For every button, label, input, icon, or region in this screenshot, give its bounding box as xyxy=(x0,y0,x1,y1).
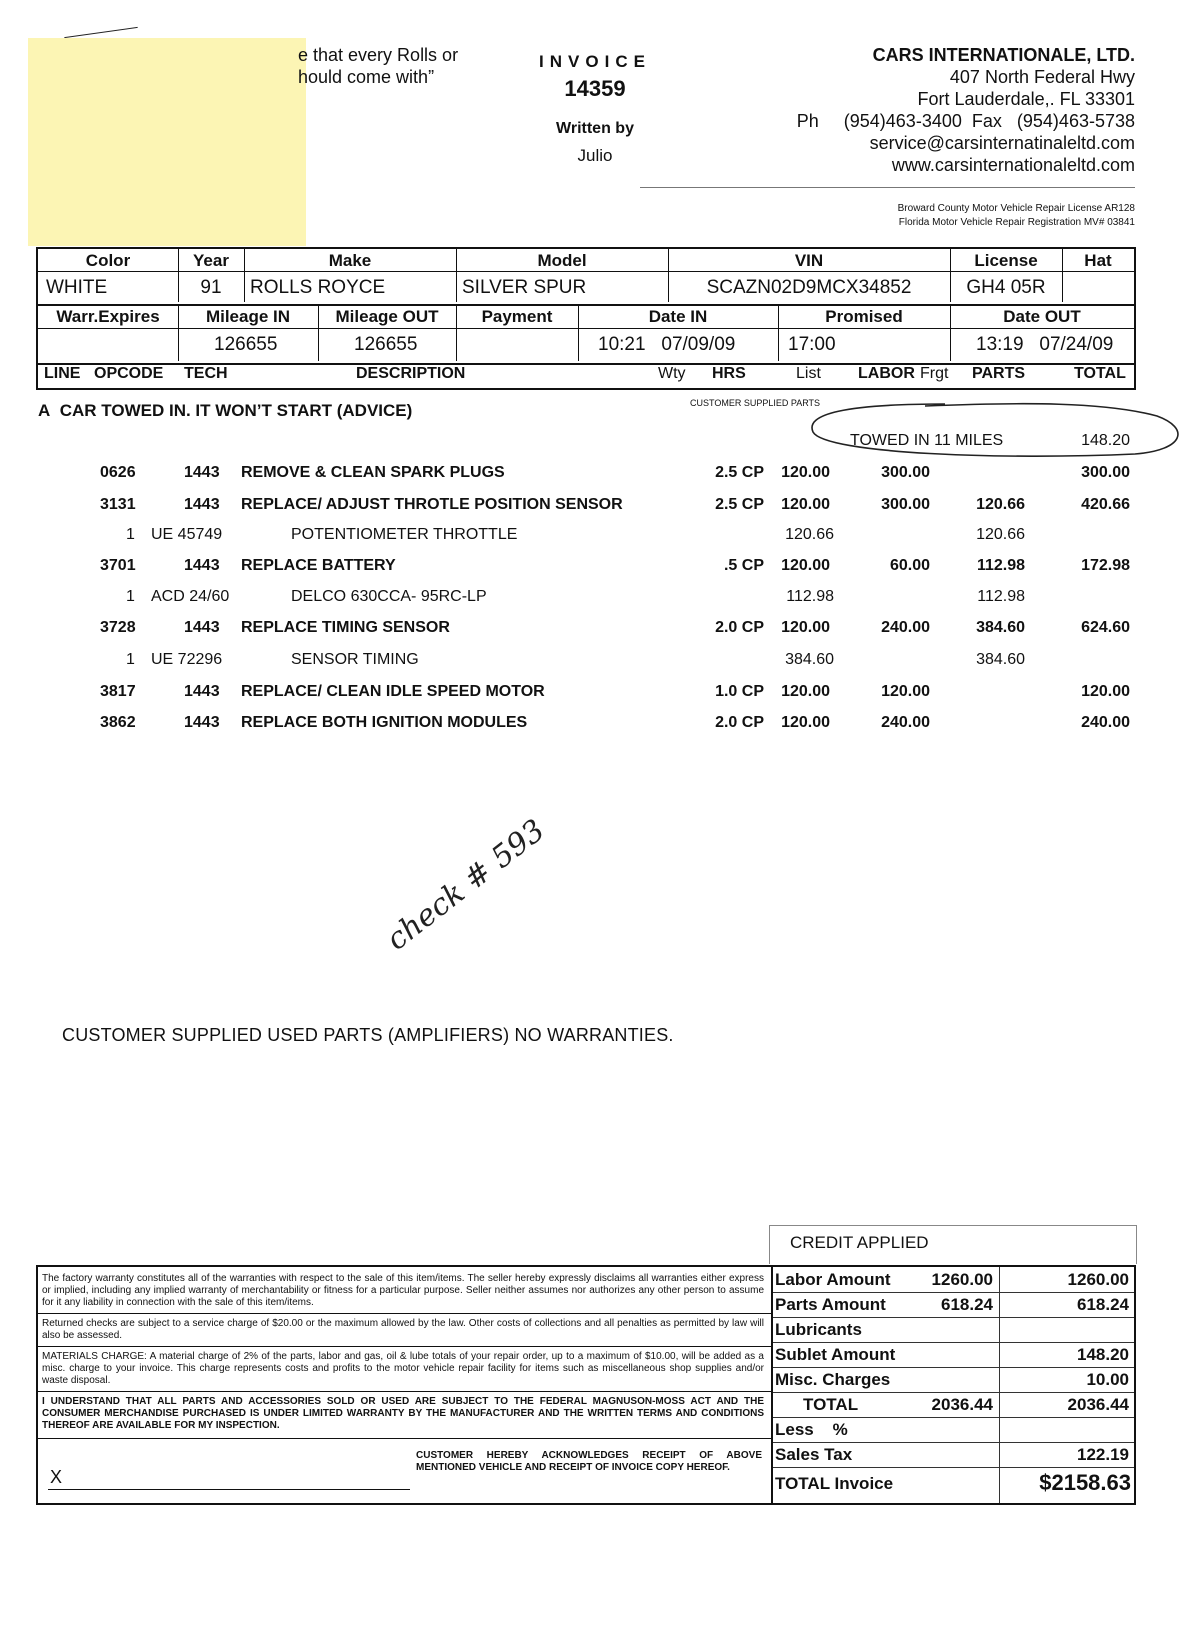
col-make: Make xyxy=(328,251,372,270)
qty-2: 1 xyxy=(126,526,135,543)
parts-amount-label: Parts Amount xyxy=(775,1295,886,1314)
less-percent-label: Less % xyxy=(775,1420,848,1439)
op-3862: 3862 xyxy=(100,714,136,731)
terms-returned-checks: Returned checks are subject to a service charge of $20.00 or the maximum allowed by the law. Other costs of collections and all penalties as permitted by law will also be assessed. xyxy=(42,1318,764,1341)
op-3701: 3701 xyxy=(100,557,136,574)
complaint-text: CAR TOWED IN. IT WON’T START (ADVICE) xyxy=(59,401,413,420)
pdesc-2: POTENTIOMETER THROTTLE xyxy=(291,526,518,543)
val-model: SILVER SPUR xyxy=(462,277,587,298)
credit-applied-label: CREDIT APPLIED xyxy=(790,1233,929,1252)
pparts-2: 120.66 xyxy=(976,526,1025,543)
pparts-6: 384.60 xyxy=(976,651,1025,668)
sales-tax-right: 122.19 xyxy=(1077,1445,1129,1464)
rate-7: 120.00 xyxy=(781,683,830,700)
total-label: TOTAL xyxy=(803,1395,859,1414)
company-phone xyxy=(797,110,1135,132)
tech-1: 1443 xyxy=(184,496,220,513)
sublet-amount-label: Sublet Amount xyxy=(775,1345,896,1364)
total-1: 420.66 xyxy=(1081,496,1130,513)
disclaimer: CUSTOMER SUPPLIED USED PARTS (AMPLIFIERS) NO WARRANTIES. xyxy=(62,1025,674,1045)
total-invoice-label: TOTAL Invoice xyxy=(775,1474,894,1493)
vehicle-grid xyxy=(36,247,1136,390)
col-year: Year xyxy=(193,251,229,270)
val-license: GH4 05R xyxy=(966,277,1046,298)
tech-5: 1443 xyxy=(184,619,220,636)
list-6: 384.60 xyxy=(785,651,834,668)
col-warr-expires: Warr.Expires xyxy=(56,307,160,326)
lh-description: DESCRIPTION xyxy=(356,365,466,382)
customer-supplied-label: CUSTOMER SUPPLIED PARTS xyxy=(690,398,821,408)
col-vin: VIN xyxy=(794,251,824,270)
license-block xyxy=(898,202,1135,230)
labor-7: 120.00 xyxy=(881,683,930,700)
labor-0: 300.00 xyxy=(881,464,930,481)
col-color: Color xyxy=(85,251,131,270)
complaint-letter: A xyxy=(38,401,51,420)
lh-opcode: OPCODE xyxy=(94,365,164,382)
company-email: service@carsinternatinaleltd.com xyxy=(869,133,1135,153)
labor-8: 240.00 xyxy=(881,714,930,731)
lh-labor: LABOR xyxy=(858,365,915,382)
written-by-label: Written by xyxy=(556,120,634,137)
hrs-3: .5 CP xyxy=(723,557,764,574)
rate-1: 120.00 xyxy=(781,496,830,513)
fax-value: (954)463-5738 xyxy=(1016,111,1135,131)
misc-charges-label: Misc. Charges xyxy=(775,1370,891,1389)
op-3817: 3817 xyxy=(100,683,136,700)
lh-frgt: Frgt xyxy=(920,365,949,382)
desc-5: REPLACE TIMING SENSOR xyxy=(241,619,450,636)
total-8: 240.00 xyxy=(1081,714,1130,731)
col-mileage-out: Mileage OUT xyxy=(335,307,439,326)
lubricants-label: Lubricants xyxy=(775,1320,862,1339)
val-color: WHITE xyxy=(46,277,108,298)
op-0626: 0626 xyxy=(100,464,136,481)
hrs-7: 1.0 CP xyxy=(715,683,764,700)
date-in-date: 07/09/09 xyxy=(661,334,736,355)
lh-wty: Wty xyxy=(658,365,686,382)
hrs-5: 2.0 CP xyxy=(715,619,764,636)
line-items xyxy=(0,460,1200,750)
labor-amount-mid: 1260.00 xyxy=(931,1270,993,1289)
desc-8: REPLACE BOTH IGNITION MODULES xyxy=(241,714,528,731)
pen-mark xyxy=(64,27,137,38)
invoice-number: 14359 xyxy=(564,76,626,101)
desc-1: REPLACE/ ADJUST THROTLE POSITION SENSOR xyxy=(241,496,623,513)
hrs-8: 2.0 CP xyxy=(715,714,764,731)
towed-amount: 148.20 xyxy=(1081,432,1130,449)
labor-1: 300.00 xyxy=(881,496,930,513)
lh-line: LINE xyxy=(44,365,81,382)
rate-3: 120.00 xyxy=(781,557,830,574)
op-3728: 3728 xyxy=(100,619,136,636)
labor-amount-label: Labor Amount xyxy=(775,1270,891,1289)
total-0: 300.00 xyxy=(1081,464,1130,481)
towed-text: TOWED IN 11 MILES xyxy=(850,432,1004,449)
header-quote xyxy=(298,44,458,88)
company-block xyxy=(797,44,1135,176)
labor-3: 60.00 xyxy=(889,557,930,574)
quote-line-1: e that every Rolls or xyxy=(298,45,459,65)
pdesc-6: SENSOR TIMING xyxy=(291,651,419,668)
signature-x: X xyxy=(50,1467,63,1487)
ph-value: (954)463-3400 xyxy=(843,111,962,131)
company-web: www.carsinternationaleltd.com xyxy=(891,155,1135,175)
labor-amount-right: 1260.00 xyxy=(1067,1270,1129,1289)
pn-2: UE 45749 xyxy=(151,526,223,543)
total-5: 624.60 xyxy=(1081,619,1130,636)
header-rule xyxy=(640,187,1135,188)
complaint-line xyxy=(38,401,412,421)
totals-panel xyxy=(773,1267,1134,1503)
company-city: Fort Lauderdale,. FL 33301 xyxy=(917,89,1135,109)
labor-5: 240.00 xyxy=(881,619,930,636)
parts-amount-mid: 618.24 xyxy=(941,1295,993,1314)
list-4: 112.98 xyxy=(786,588,834,605)
val-mileage-in: 126655 xyxy=(214,334,278,355)
val-mileage-out: 126655 xyxy=(354,334,418,355)
op-3131: 3131 xyxy=(100,496,136,513)
col-payment: Payment xyxy=(481,307,553,326)
credit-applied-box xyxy=(769,1225,1137,1264)
val-year: 91 xyxy=(200,277,222,298)
col-mileage-in: Mileage IN xyxy=(205,307,291,326)
date-out-date: 07/24/09 xyxy=(1039,334,1114,355)
parts-1: 120.66 xyxy=(976,496,1025,513)
rate-5: 120.00 xyxy=(781,619,830,636)
desc-3: REPLACE BATTERY xyxy=(241,557,396,574)
quote-line-2: hould come with” xyxy=(298,67,435,87)
col-hat: Hat xyxy=(1084,251,1112,270)
lh-tech: TECH xyxy=(184,365,228,382)
col-date-in: Date IN xyxy=(648,307,708,326)
total-7: 120.00 xyxy=(1081,683,1130,700)
date-out-time: 13:19 xyxy=(976,334,1024,355)
invoice-block xyxy=(520,52,670,166)
col-model: Model xyxy=(537,251,587,270)
date-in-time: 10:21 xyxy=(598,334,646,355)
tech-8: 1443 xyxy=(184,714,220,731)
pn-4: ACD 24/60 xyxy=(151,588,230,605)
terms-warranty: The factory warranty constitutes all of the warranties with respect to the sale of this item/items. The seller hereby expressly disclaims all warranties either express or implied, including any implied warranty of merchantability or fitness for a particular purpose. Seller neither assumes nor authorizes any other person to assume for it any liability in connection with the sale of this item/items. xyxy=(42,1273,764,1308)
col-date-out: Date OUT xyxy=(1003,307,1081,326)
parts-3: 112.98 xyxy=(976,557,1025,574)
rate-0: 120.00 xyxy=(781,464,830,481)
tech-0: 1443 xyxy=(184,464,220,481)
val-date-in xyxy=(598,334,735,356)
misc-charges-right: 10.00 xyxy=(1086,1370,1129,1389)
bottom-grid xyxy=(36,1265,1136,1505)
signature-line[interactable] xyxy=(48,1489,410,1490)
desc-0: REMOVE & CLEAN SPARK PLUGS xyxy=(241,464,505,481)
val-date-out xyxy=(976,334,1113,356)
val-vin: SCAZN02D9MCX34852 xyxy=(706,277,912,298)
company-street: 407 North Federal Hwy xyxy=(949,67,1135,87)
sublet-amount-right: 148.20 xyxy=(1077,1345,1129,1364)
pdesc-4: DELCO 630CCA- 95RC-LP xyxy=(291,588,487,605)
list-2: 120.66 xyxy=(785,526,834,543)
company-name: CARS INTERNATIONALE, LTD. xyxy=(872,45,1135,65)
license-line-2: Florida Motor Vehicle Repair Registration MV# 03841 xyxy=(898,217,1135,228)
license-line-1: Broward County Motor Vehicle Repair License AR128 xyxy=(897,203,1135,214)
tech-3: 1443 xyxy=(184,557,220,574)
qty-4: 1 xyxy=(126,588,135,605)
total-3: 172.98 xyxy=(1081,557,1130,574)
val-promised: 17:00 xyxy=(788,334,836,355)
total-right: 2036.44 xyxy=(1067,1395,1129,1414)
terms-materials: MATERIALS CHARGE: A material charge of 2% of the parts, labor and gas, oil & lube totals of your repair order, up to a maximum of $10.00, will be added as a misc. charge to your invoice. This charge represents costs and profits to the motor vehicle repair facility for items such as miscellaneous shop supplies and/or waste disposal. xyxy=(42,1351,764,1386)
hrs-0: 2.5 CP xyxy=(715,464,764,481)
total-invoice-value: $2158.63 xyxy=(1039,1470,1131,1495)
terms-acknowledge: CUSTOMER HEREBY ACKNOWLEDGES RECEIPT OF ABOVE MENTIONED VEHICLE AND RECEIPT OF INVOICE COPY HEREOF. xyxy=(416,1450,762,1473)
lh-parts: PARTS xyxy=(972,365,1026,382)
ph-label: Ph xyxy=(796,111,819,131)
hrs-1: 2.5 CP xyxy=(715,496,764,513)
sticky-note xyxy=(28,38,306,246)
sales-tax-label: Sales Tax xyxy=(775,1445,853,1464)
handwritten-check-note: check # 593 xyxy=(380,812,552,958)
val-make: ROLLS ROYCE xyxy=(250,277,386,298)
fax-label: Fax xyxy=(971,111,1002,131)
col-license: License xyxy=(974,251,1038,270)
lh-total: TOTAL xyxy=(1074,365,1126,382)
parts-amount-right: 618.24 xyxy=(1077,1295,1129,1314)
desc-7: REPLACE/ CLEAN IDLE SPEED MOTOR xyxy=(241,683,545,700)
total-mid: 2036.44 xyxy=(931,1395,993,1414)
rate-8: 120.00 xyxy=(781,714,830,731)
writer-name: Julio xyxy=(577,146,613,165)
terms-magnuson-moss: I UNDERSTAND THAT ALL PARTS AND ACCESSORIES SOLD OR USED ARE SUBJECT TO THE FEDERAL MAGNUSON-MOSS ACT AND THE CONSUMER MERCHANDISE PURCHASED IS UNDER LIMITED WARRANTY BY THE MANUFACTURER AND THE WRITTEN TERMS AND CONDITIONS THEREOF ARE AVAILABLE FOR MY INSPECTION. xyxy=(42,1396,764,1431)
lh-hrs: HRS xyxy=(712,365,746,382)
col-promised: Promised xyxy=(825,307,903,326)
pn-6: UE 72296 xyxy=(151,651,223,668)
qty-6: 1 xyxy=(126,651,135,668)
towed-circle xyxy=(805,398,1183,462)
lh-list: List xyxy=(796,365,821,382)
invoice-label: INVOICE xyxy=(539,52,651,71)
tech-7: 1443 xyxy=(184,683,220,700)
pparts-4: 112.98 xyxy=(977,588,1025,605)
parts-5: 384.60 xyxy=(976,619,1025,636)
